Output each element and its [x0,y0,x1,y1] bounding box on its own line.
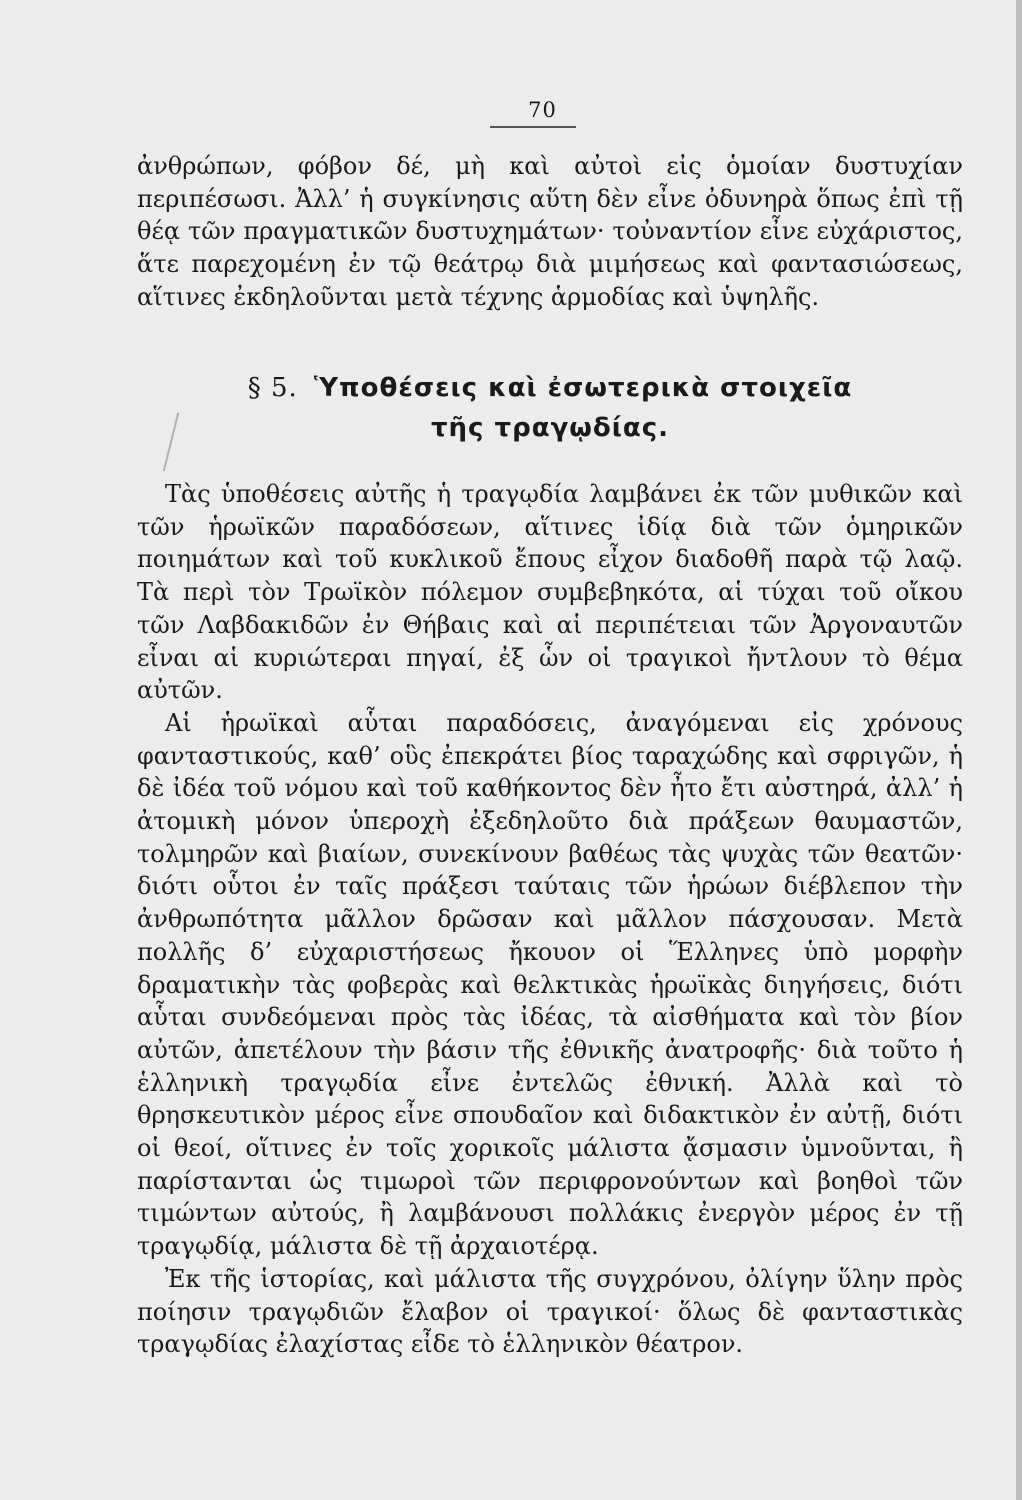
section-marker: § 5. [247,373,298,403]
body-paragraph-2: Αἱ ἡρωϊκαὶ αὗται παραδόσεις, ἀναγόμεναι εἰς χρόνους φανταστικούς, καθ’ οὓς ἐπεκράτει βίος ταραχώδης καὶ σφριγῶν, ἡ δὲ ἰδέα τοῦ νόμου καὶ τοῦ καθήκοντος δὲν ἦτο ἔτι αὐστηρά, ἀλλ’ ἡ ἀτομικὴ μόνον ὑπεροχὴ ἐξεδηλοῦτο διὰ πράξεων θαυμαστῶν, τολμηρῶν καὶ βιαίων, συνεκίνουν βαθέως τὰς ψυχὰς τῶν θεατῶν· διότι οὗτοι ἐν ταῖς πράξεσι ταύταις τῶν ἡρώων διέβλεπον τὴν ἀνθρωπότητα μᾶλλον δρῶσαν καὶ μᾶλλον πάσχουσαν. Μετὰ πολλῆς δ’ εὐχαριστήσεως ἤκουον οἱ Ἕλληνες ὑπὸ μορφὴν δραματικὴν τὰς φοβερὰς καὶ θελκτικὰς ἡρωϊκὰς διηγήσεις, διότι αὗται συνδεόμεναι πρὸς τὰς ἰδέας, τὰ αἰσθήματα καὶ τὸν βίον αὐτῶν, ἀπετέλουν τὴν βάσιν τῆς ἐθνικῆς ἀνατροφῆς· διὰ τοῦτο ἡ ἑλληνικὴ τραγῳδία εἶνε ἐντελῶς ἐθνική. Ἀλλὰ καὶ τὸ θρησκευτικὸν μέρος εἶνε σπουδαῖον καὶ διδακτικὸν ἐν αὐτῇ, διότι οἱ θεοί, οἵτινες ἐν τοῖς χορικοῖς μάλιστα ᾄσμασιν ὑμνοῦνται, ἢ παρίστανται ὡς τιμωροὶ τῶν περιφρονούντων καὶ βοηθοὶ τῶν τιμώντων αὐτούς, ἢ λαμβάνουσι πολλάκις ἐνεργὸν μέρος ἐν τῇ τραγῳδίᾳ, μάλιστα δὲ τῇ ἀρχαιοτέρᾳ. [137,708,963,1261]
section-title-line-2: τῆς τραγῳδίας. [430,413,670,443]
page-number-rule [490,126,576,128]
section-heading-line-1 [137,368,963,408]
body-paragraph-3: Ἐκ τῆς ἱστορίας, καὶ μάλιστα τῆς συγχρόνου, ὀλίγην ὕλην πρὸς ποίησιν τραγῳδιῶν ἔλαβον οἱ τραγικοί· ὅλως δὲ φανταστικὰς τραγῳδίας ἐλαχίστας εἶδε τὸ ἑλληνικὸν θέατρον. [137,1264,963,1359]
body-paragraph-1: Τὰς ὑποθέσεις αὐτῆς ἡ τραγῳδία λαμβάνει ἐκ τῶν μυθικῶν καὶ τῶν ἡρωϊκῶν παραδόσεων, αἵτινες ἰδίᾳ διὰ τῶν ὁμηρικῶν ποιημάτων καὶ τοῦ κυκλικοῦ ἔπους εἶχον διαδοθῆ παρὰ τῷ λαῷ. Τὰ περὶ τὸν Τρωϊκὸν πόλεμον συμβεβηκότα, αἱ τύχαι τοῦ οἴκου τῶν Λαβδακιδῶν ἐν Θήβαις καὶ αἱ περιπέτειαι τῶν Ἀργοναυτῶν εἶναι αἱ κυριώτεραι πηγαί, ἐξ ὧν οἱ τραγικοὶ ἤντλουν τὸ θέμα αὐτῶν. [137,480,963,705]
page-number: 70 [528,98,557,122]
section-title-line-1: Ὑποθέσεις καὶ ἐσωτερικὰ στοιχεῖα [313,373,853,403]
continued-paragraph: ἀνθρώπων, φόβον δέ, μὴ καὶ αὐτοὶ εἰς ὁμοίαν δυστυχίαν περιπέσωσι. Ἀλλ’ ἡ συγκίνησις αὕτη δὲν εἶνε ὀδυνηρὰ ὅπως ἐπὶ τῇ θέᾳ τῶν πραγματικῶν δυστυχημάτων· τοὐναντίον εἶνε εὐχάριστος, ἅτε παρεχομένη ἐν τῷ θεάτρῳ διὰ μιμήσεως καὶ φαντασιώσεως, αἵτινες ἐκδηλοῦνται μετὰ τέχνης ἁρμοδίας καὶ ὑψηλῆς. [137,152,963,311]
page-edge-shadow [1016,0,1022,1500]
section-heading [137,368,963,448]
section-body [137,478,963,1361]
